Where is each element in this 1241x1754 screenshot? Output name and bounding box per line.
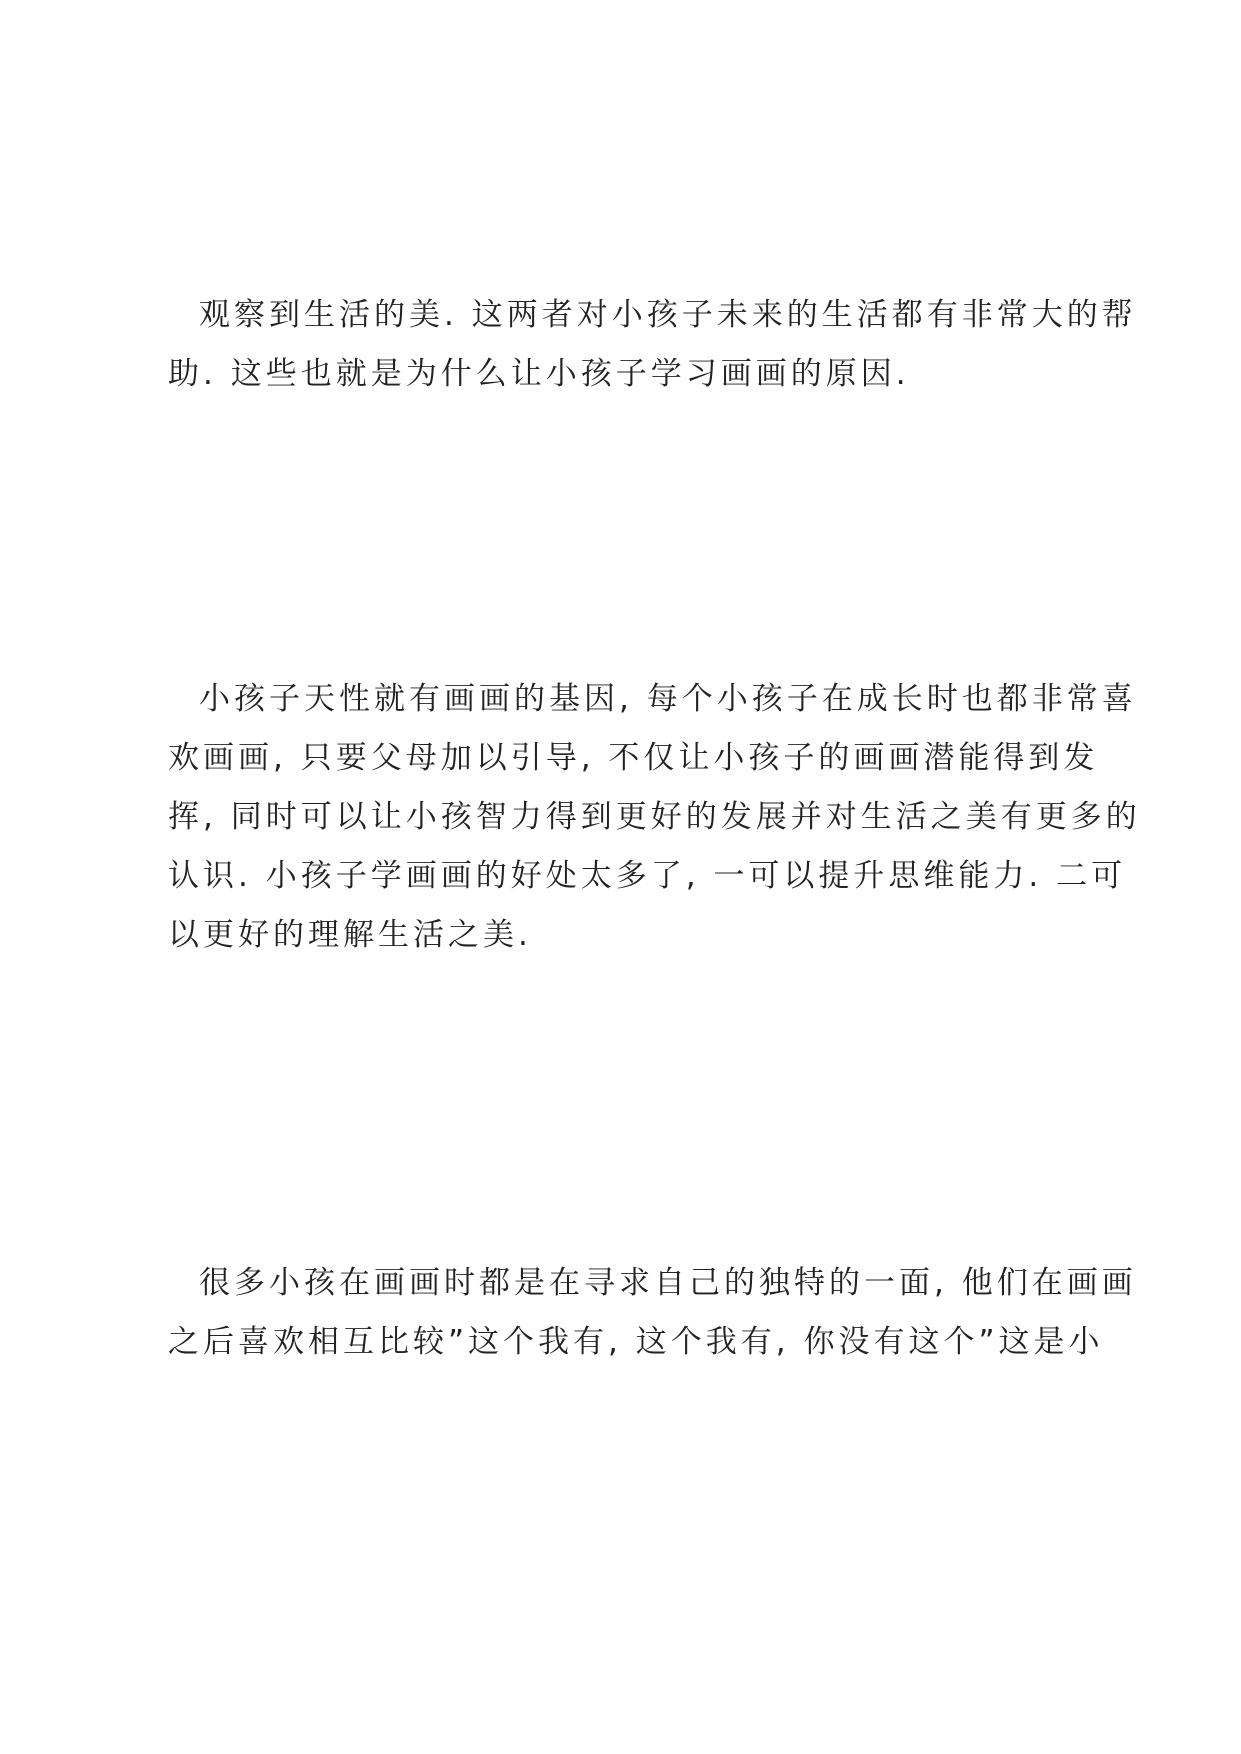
paragraph-line: 以更好的理解生活之美.	[168, 917, 532, 953]
paragraph-3	[168, 1254, 1137, 1372]
paragraph-line: 很多小孩在画画时都是在寻求自己的独特的一面, 他们在画画	[199, 1265, 1137, 1301]
paragraph-1	[168, 286, 1137, 404]
paragraph-line: 之后喜欢相互比较”这个我有, 这个我有, 你没有这个”这是小	[168, 1324, 1104, 1360]
paragraph-line: 小孩子天性就有画画的基因, 每个小孩子在成长时也都非常喜	[199, 681, 1137, 717]
paragraph-line: 认识. 小孩子学画画的好处太多了, 一可以提升思维能力. 二可	[168, 858, 1127, 894]
paragraph-2	[168, 670, 1141, 965]
paragraph-line: 观察到生活的美. 这两者对小孩子未来的生活都有非常大的帮	[199, 297, 1137, 333]
paragraph-line: 欢画画, 只要父母加以引导, 不仅让小孩子的画画潜能得到发	[168, 740, 1099, 776]
paragraph-line: 助. 这些也就是为什么让小孩子学习画画的原因.	[168, 356, 910, 392]
paragraph-line: 挥, 同时可以让小孩智力得到更好的发展并对生活之美有更多的	[168, 799, 1141, 835]
